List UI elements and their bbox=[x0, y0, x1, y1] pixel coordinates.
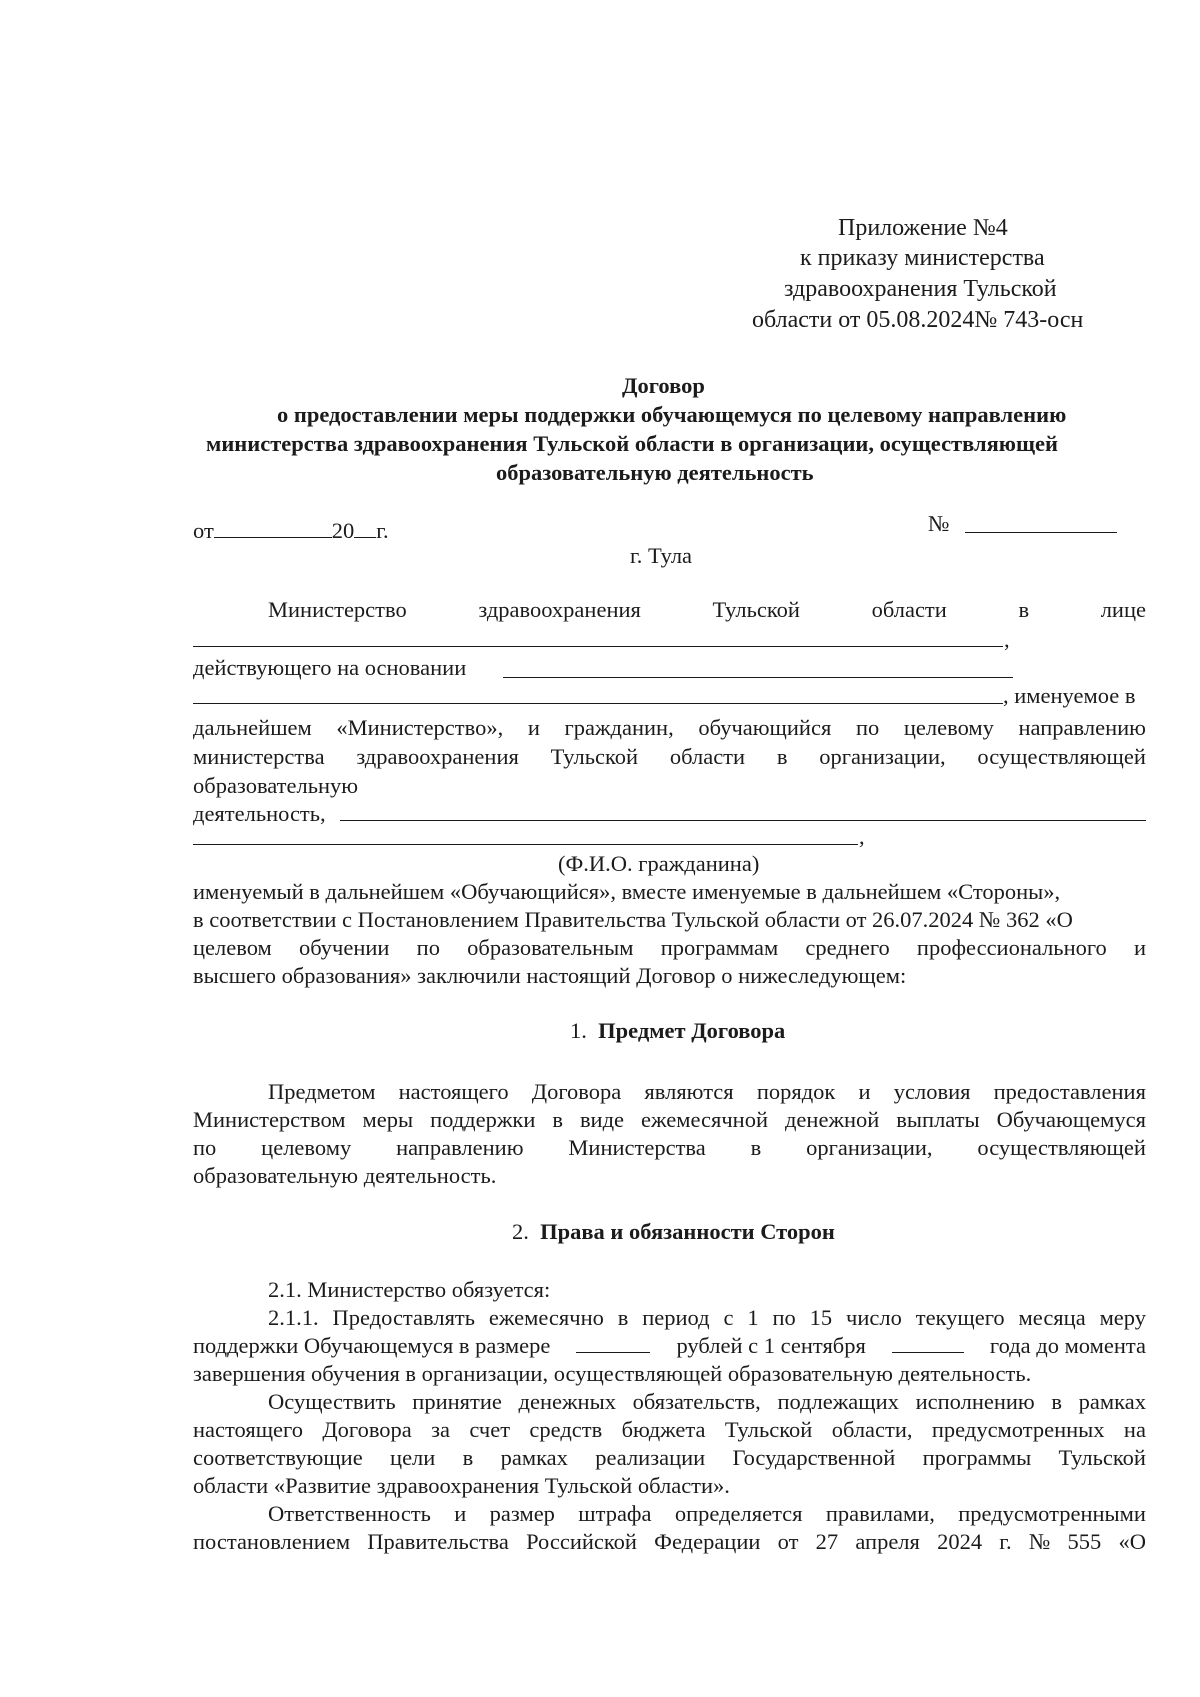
word: Министерство bbox=[268, 597, 407, 622]
section-2-title: Права и обязанности Сторон bbox=[540, 1219, 835, 1244]
word: программы bbox=[922, 1445, 1032, 1470]
obligations-line-3 bbox=[193, 1444, 1146, 1472]
word: 15 bbox=[809, 1305, 833, 1330]
citizen-name-blank-2 bbox=[193, 844, 858, 845]
word: среднего bbox=[805, 935, 890, 960]
word: обязательств, bbox=[632, 1389, 761, 1414]
word: здравоохранения bbox=[478, 597, 641, 622]
word: области, bbox=[831, 1417, 913, 1442]
word: и bbox=[527, 715, 540, 740]
word: по bbox=[193, 1135, 217, 1160]
section-2-heading bbox=[512, 1218, 835, 1246]
word: месяца bbox=[1018, 1305, 1086, 1330]
section-1-title: Предмет Договора bbox=[598, 1018, 786, 1043]
word: штрафа bbox=[578, 1501, 652, 1526]
word: Государственной bbox=[732, 1445, 896, 1470]
word: предусмотренными bbox=[958, 1501, 1146, 1526]
word: по bbox=[855, 715, 880, 740]
preamble-line-7: деятельность, bbox=[193, 801, 326, 826]
word: правилами, bbox=[825, 1501, 935, 1526]
preamble-line-12: высшего образования» заключили настоящий Договор о нижеследующем: bbox=[193, 963, 907, 988]
section-1-line-2 bbox=[193, 1106, 1146, 1134]
word: Осуществить bbox=[268, 1389, 396, 1414]
named-as: , именуемое в bbox=[1003, 683, 1136, 708]
word: размер bbox=[489, 1501, 555, 1526]
word: ежемесячно bbox=[488, 1305, 604, 1330]
word: осуществляющей bbox=[977, 744, 1146, 769]
number-label: № bbox=[928, 511, 950, 536]
word: направлению bbox=[396, 1135, 524, 1160]
word: счет bbox=[469, 1417, 511, 1442]
word: осуществляющей bbox=[977, 1135, 1146, 1160]
word: обучении bbox=[298, 935, 390, 960]
section-1-line-3 bbox=[193, 1134, 1146, 1162]
preamble-line-5 bbox=[193, 743, 1146, 771]
word: целевому bbox=[903, 715, 994, 740]
section-1-number: 1. bbox=[570, 1018, 587, 1043]
preamble-line-9: именуемый в дальнейшем «Обучающийся», вместе именуемые в дальнейшем «Стороны», bbox=[193, 879, 1061, 904]
word: период bbox=[642, 1305, 710, 1330]
word: за bbox=[431, 1417, 451, 1442]
word: в bbox=[462, 1445, 474, 1470]
word: от bbox=[777, 1529, 799, 1554]
section-1-heading bbox=[570, 1017, 785, 1045]
word: Федерации bbox=[654, 1529, 761, 1554]
word: цели bbox=[390, 1445, 436, 1470]
word: 2024 bbox=[937, 1529, 983, 1554]
word: 1 bbox=[747, 1305, 759, 1330]
word: апреля bbox=[855, 1529, 920, 1554]
word: в bbox=[1018, 597, 1030, 622]
word: Тульской bbox=[1058, 1445, 1146, 1470]
contract-number-blank bbox=[965, 532, 1117, 533]
word: Обучающемуся bbox=[996, 1107, 1146, 1132]
liability-line-2 bbox=[193, 1528, 1146, 1556]
word: программам bbox=[660, 935, 779, 960]
word: бюджета bbox=[621, 1417, 706, 1442]
word: настоящего bbox=[193, 1417, 303, 1442]
word: определяется bbox=[674, 1501, 803, 1526]
basis-continuation-blank bbox=[193, 703, 1003, 704]
word: области bbox=[669, 744, 746, 769]
word: предусмотренных bbox=[931, 1417, 1105, 1442]
citizen-name-blank bbox=[340, 820, 1146, 821]
word: Предоставлять bbox=[332, 1305, 476, 1330]
word: Правительства bbox=[367, 1529, 509, 1554]
word: по bbox=[416, 935, 440, 960]
preamble-line-11 bbox=[193, 934, 1146, 962]
word: в bbox=[750, 1135, 762, 1160]
word: меры bbox=[362, 1107, 414, 1132]
payment-start-label: рублей с 1 сентября bbox=[676, 1333, 866, 1358]
word: профессионального bbox=[916, 935, 1107, 960]
attachment-line-3: здравоохранения Тульской bbox=[784, 276, 1057, 302]
word: средств bbox=[529, 1417, 603, 1442]
date-prefix: от bbox=[193, 518, 214, 543]
word: рамках bbox=[1078, 1389, 1146, 1414]
citizen-name-comma: , bbox=[859, 824, 865, 849]
contract-date bbox=[193, 517, 389, 545]
word: меру bbox=[1099, 1305, 1146, 1330]
word: исполнению bbox=[915, 1389, 1035, 1414]
attachment-line-2: к приказу министерства bbox=[800, 245, 1045, 271]
word: принятие bbox=[412, 1389, 502, 1414]
word: целевому bbox=[261, 1135, 352, 1160]
word: соответствующие bbox=[193, 1445, 363, 1470]
word: направлению bbox=[1018, 715, 1146, 740]
word: порядок bbox=[756, 1079, 836, 1104]
word: г. bbox=[999, 1529, 1012, 1554]
clause-2-1-1-line-1 bbox=[268, 1304, 1146, 1332]
preamble-line-10: в соответствии с Постановлением Правительства Тульской области от 26.07.2024 № 362 «О bbox=[193, 907, 1073, 932]
word: «О bbox=[1118, 1529, 1146, 1554]
city: г. Тула bbox=[630, 543, 693, 568]
word: Министерства bbox=[568, 1135, 706, 1160]
word: поддержки bbox=[430, 1107, 536, 1132]
word: в bbox=[1051, 1389, 1063, 1414]
word: рамках bbox=[500, 1445, 568, 1470]
word: денежной bbox=[784, 1107, 880, 1132]
word: обучающийся bbox=[698, 715, 832, 740]
attachment-line-4: области от 05.08.2024№ 743-осн bbox=[752, 307, 1084, 333]
section-2-number: 2. bbox=[512, 1219, 529, 1244]
obligations-line-1 bbox=[268, 1388, 1146, 1416]
word: министерства bbox=[193, 744, 325, 769]
word: Договора bbox=[531, 1079, 622, 1104]
payment-year-blank bbox=[892, 1332, 964, 1353]
word: дальнейшем bbox=[193, 715, 312, 740]
word: «Министерство», bbox=[336, 715, 504, 740]
obligations-line-4: области «Развитие здравоохранения Тульской области». bbox=[193, 1473, 730, 1498]
date-year: 20 bbox=[331, 518, 355, 543]
date-suffix: г. bbox=[376, 518, 389, 543]
word: Предметом bbox=[268, 1079, 376, 1104]
acting-basis-label: действующего на основании bbox=[193, 655, 467, 680]
date-blank bbox=[214, 517, 332, 538]
word: и bbox=[858, 1079, 871, 1104]
contract-number bbox=[928, 510, 949, 538]
word: 555 bbox=[1067, 1529, 1102, 1554]
word: организации, bbox=[806, 1135, 933, 1160]
preamble-line-4 bbox=[193, 714, 1146, 742]
word: в bbox=[552, 1107, 563, 1132]
word: текущего bbox=[915, 1305, 1005, 1330]
year-blank bbox=[354, 517, 376, 538]
payment-until-label: года до момента bbox=[989, 1333, 1146, 1358]
word: Российской bbox=[526, 1529, 637, 1554]
word: в bbox=[776, 744, 788, 769]
word: и bbox=[454, 1501, 467, 1526]
liability-line-1 bbox=[268, 1500, 1146, 1528]
section-1-line-1 bbox=[268, 1078, 1146, 1106]
word: предоставления bbox=[993, 1079, 1146, 1104]
word: гражданин, bbox=[564, 715, 674, 740]
clause-2-1-1-line-2 bbox=[193, 1332, 1146, 1360]
word: подлежащих bbox=[777, 1389, 899, 1414]
word: на bbox=[1123, 1417, 1146, 1442]
payment-amount-label: поддержки Обучающемуся в размере bbox=[193, 1333, 551, 1358]
word: 27 bbox=[815, 1529, 839, 1554]
word: 2.1.1. bbox=[268, 1305, 319, 1330]
title-line-1: Договор bbox=[622, 373, 705, 398]
word: Договора bbox=[322, 1417, 412, 1442]
word: виде bbox=[579, 1107, 625, 1132]
title-line-2: о предоставлении меры поддержки обучающемуся по целевому направлению bbox=[277, 402, 1067, 427]
title-line-4: образовательную деятельность bbox=[496, 460, 814, 485]
word: выплаты bbox=[896, 1107, 980, 1132]
title-line-3: министерства здравоохранения Тульской области в организации, осуществляющей bbox=[206, 431, 1058, 456]
obligations-line-2 bbox=[193, 1416, 1146, 1444]
clause-2-1: 2.1. Министерство обязуется: bbox=[268, 1277, 551, 1302]
preamble-line-6: образовательную bbox=[193, 773, 359, 798]
acting-basis-blank bbox=[503, 677, 1013, 678]
word: Ответственность bbox=[268, 1501, 431, 1526]
word: денежных bbox=[518, 1389, 616, 1414]
word: число bbox=[846, 1305, 902, 1330]
word: Тульской bbox=[712, 597, 800, 622]
word: здравоохранения bbox=[356, 744, 519, 769]
word: Тульской bbox=[724, 1417, 813, 1442]
word: условия bbox=[893, 1079, 971, 1104]
word: организации, bbox=[819, 744, 946, 769]
word: по bbox=[772, 1305, 796, 1330]
payment-amount-blank bbox=[576, 1332, 650, 1353]
word: № bbox=[1028, 1529, 1051, 1554]
representative-comma: , bbox=[1004, 627, 1010, 652]
word: постановлением bbox=[193, 1529, 351, 1554]
representative-blank bbox=[193, 646, 1003, 647]
word: образовательным bbox=[467, 935, 634, 960]
word: реализации bbox=[595, 1445, 706, 1470]
preamble-line-1 bbox=[268, 596, 1146, 624]
word: ежемесячной bbox=[641, 1107, 769, 1132]
word: с bbox=[723, 1305, 734, 1330]
fio-caption: (Ф.И.О. гражданина) bbox=[558, 851, 760, 876]
word: лице bbox=[1100, 597, 1146, 622]
word: области bbox=[871, 597, 947, 622]
attachment-line-1: Приложение №4 bbox=[838, 215, 1008, 241]
word: и bbox=[1133, 935, 1146, 960]
word: Тульской bbox=[550, 744, 639, 769]
word: в bbox=[617, 1305, 629, 1330]
word: настоящего bbox=[398, 1079, 509, 1104]
section-1-line-4: образовательную деятельность. bbox=[193, 1163, 497, 1188]
clause-2-1-1-line-3: завершения обучения в организации, осуществляющей образовательную деятельность. bbox=[193, 1361, 1032, 1386]
word: целевом bbox=[193, 935, 272, 960]
word: являются bbox=[644, 1079, 734, 1104]
word: Министерством bbox=[193, 1107, 346, 1132]
